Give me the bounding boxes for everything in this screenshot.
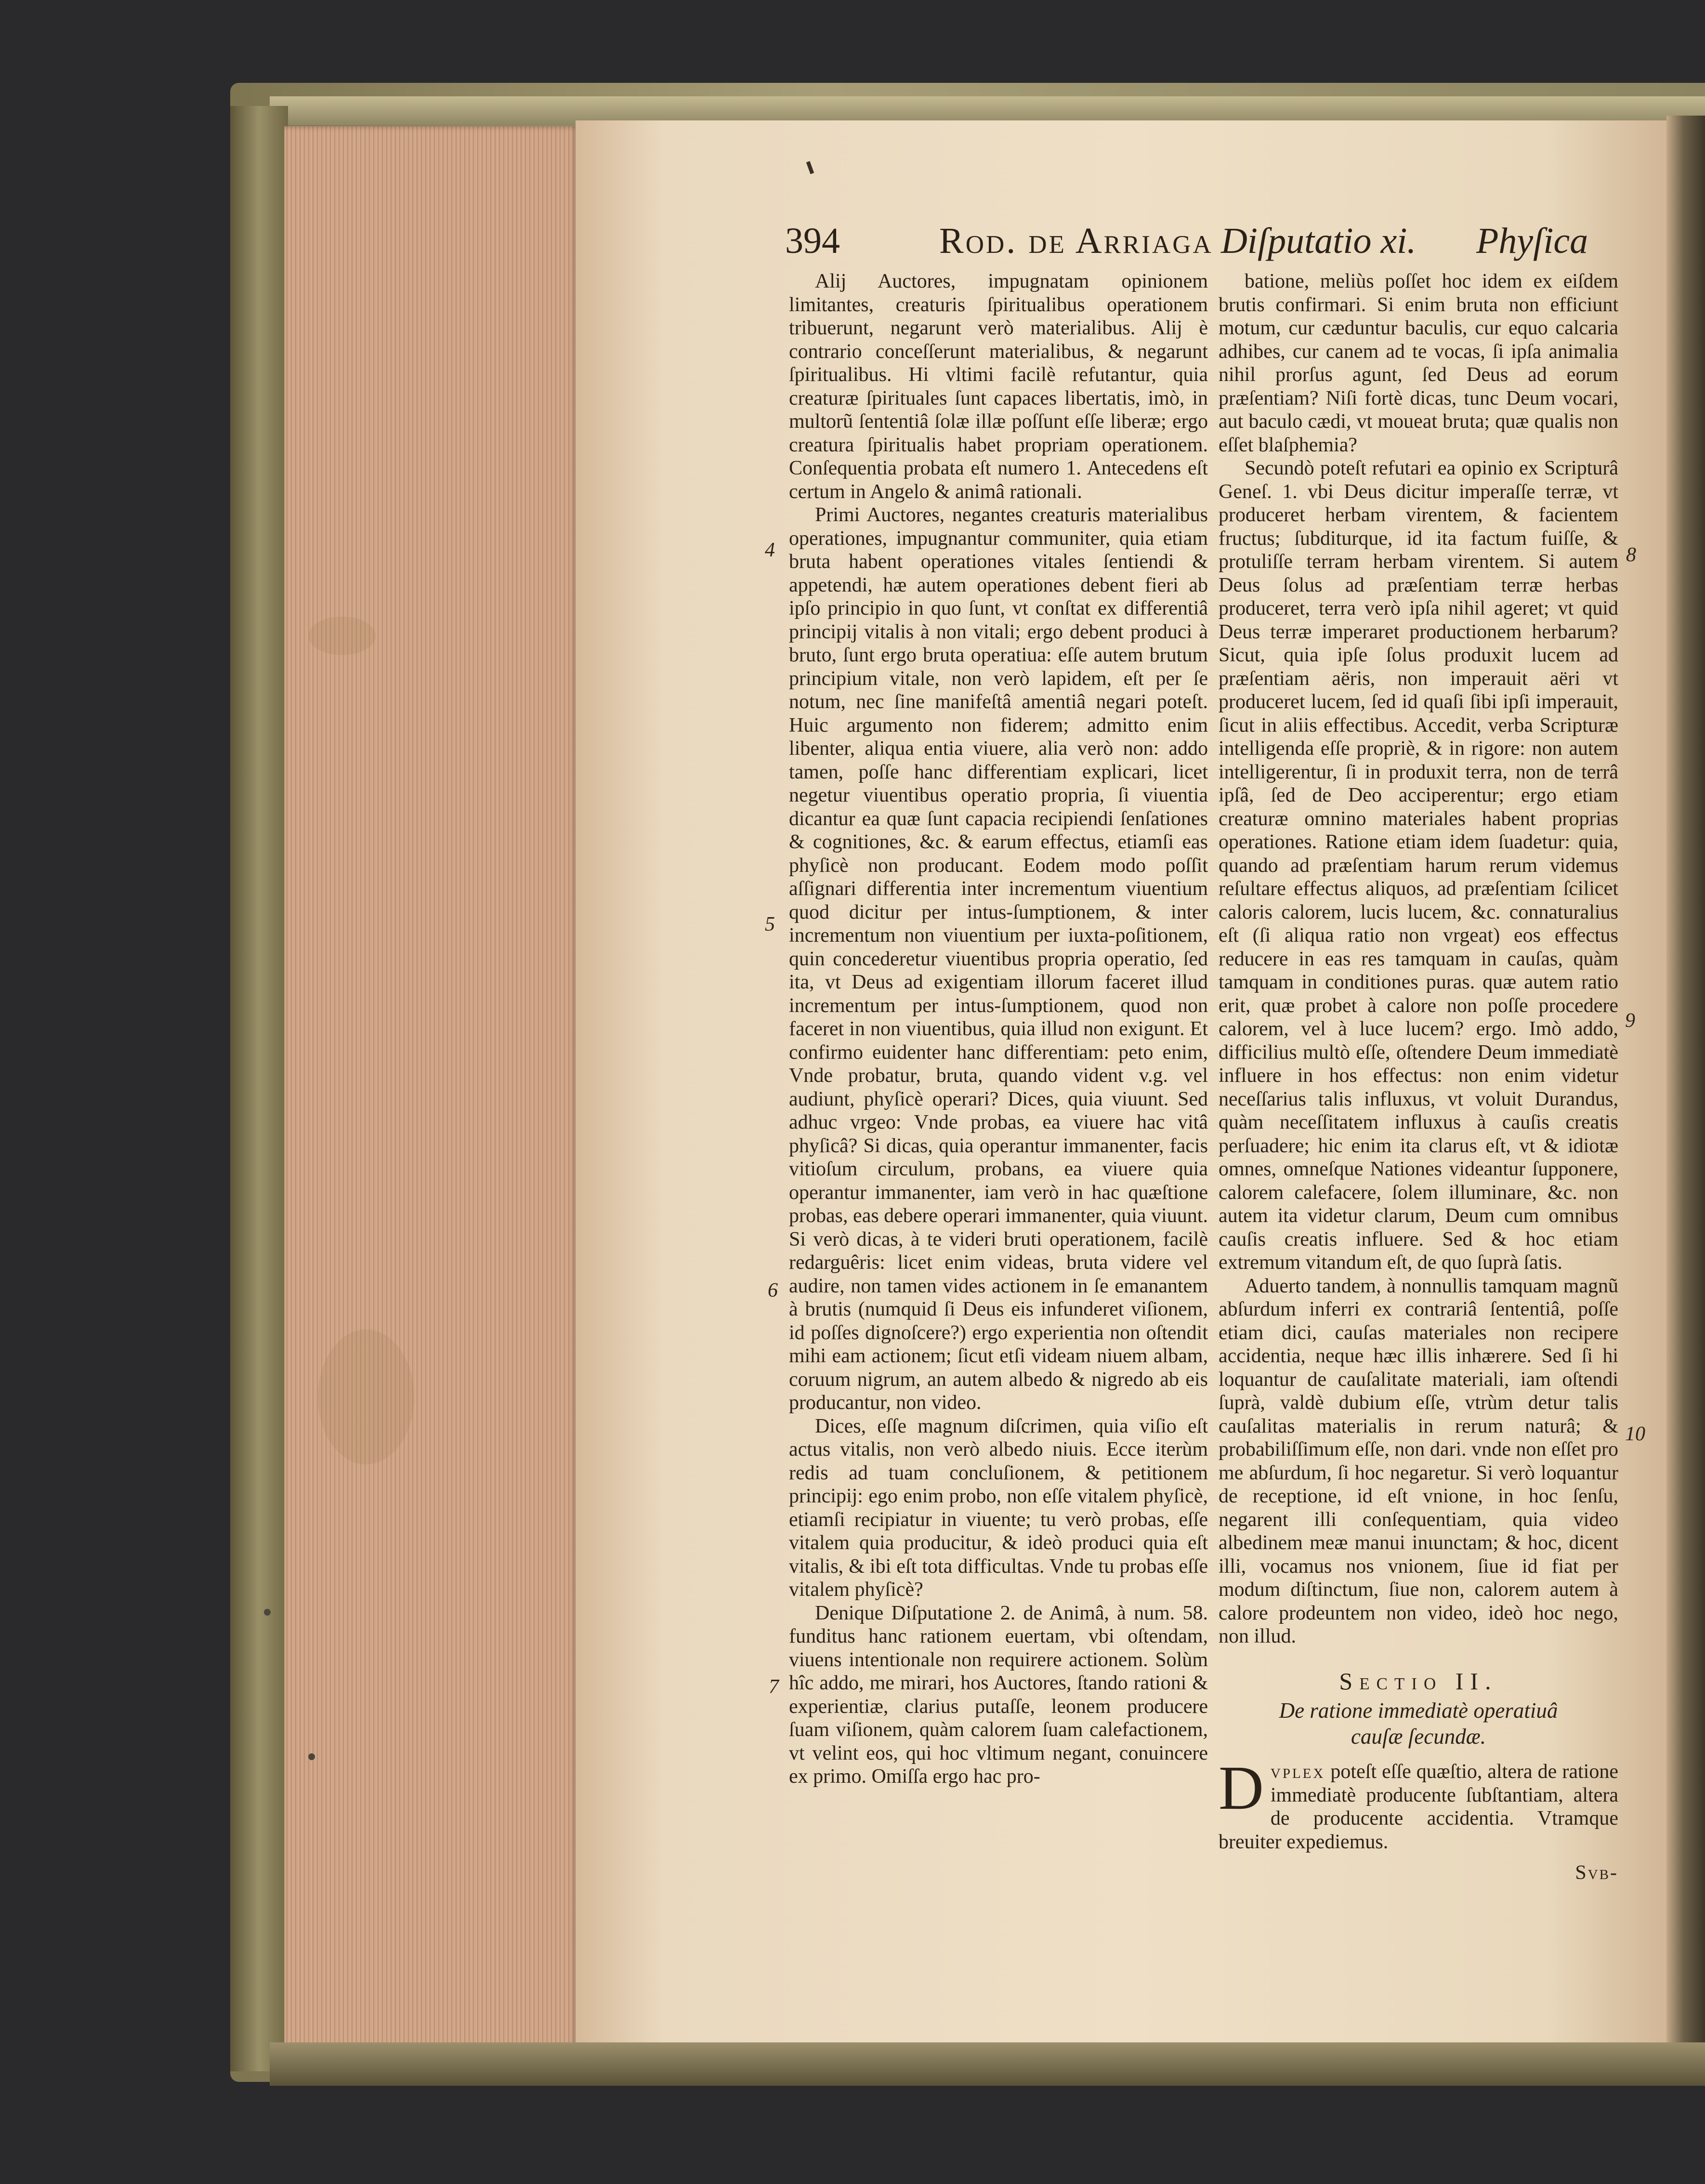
binding-nail xyxy=(308,1753,315,1760)
margin-number: 6 xyxy=(768,1279,778,1302)
drop-cap-continuation: vplex xyxy=(1270,1761,1325,1783)
paragraph: Aduerto tandem, à nonnullis tamquam magnũ abſurdum inferri ex contrariâ ſententiâ, poſſe etiam dici, cauſas materiales non recipere accidentia, neque hæc illis inhærere. Sed ſi hi loquantur de cauſalitate materiali, iam oſtendi ſuprà, valdè dubium eſſe, vtrùm detur talis cauſalitas materialis in rerum naturâ; & probabiliſſimum eſſe, non dari. vnde non eſſet pro me abſurdum, ſi hoc negaretur. Si verò loquantur de receptione, id eſt vnione, in hoc ſenſu, negarent illi conſequentiam, quia video albedinem meæ manui inιunctam; & hoc, dicent illi, vocamus nos vnionem, ſiue id fiat per modum diſtinctum, ſiue non, calorem autem à calore prodeuntem non video, ideò hoc nego, non illud. xyxy=(1219,1275,1618,1647)
page-number: 394 xyxy=(785,221,840,261)
header-author: Rod. de Arriaga xyxy=(939,221,1213,261)
paragraph: Primi Auctores, negantes creaturis materialibus operationes, impugnantur communiter, quia etiam bruta habent operationes vitales ſentiendi & appetendi, hæ autem operationes debent fieri ab ipſo principio in quo ſunt, vt conſtat ex differentiâ principij vitalis à non vitali; ergo debent produci à bruto, ſunt ergo bruta operatiua: eſſe autem brutum principium vitale, non verò lapidem, eſt per ſe notum, nec ſine manifeſtâ amentiâ negari poteſt. Huic argumento non fiderem; admitto enim libenter, aliqua entia viuere, alia verò non: addo tamen, poſſe hanc differentiam explicari, licet negetur viuentibus operatio propria, ſi viuentia dicantur ea quæ ſunt capacia recipiendi ſenſationes & cognitiones, &c. & earum effectus, etiamſi eas phyſicè non producant. Eodem modo poſſit aſſignari differentia inter incrementum viuentium quod dicitur per intus-ſumptionem, & inter incrementum non viuentium per iuxta-poſitionem, quin concederetur viuentibus propria operatio, ſed ita, vt Deus ad exigentiam illorum faceret illud incrementum per intus-ſumptionem, quod non faceret in non viuentibus, quia illud non exigunt. Et confirmo euidenter hanc differentiam: peto enim, Vnde probatur, bruta, quando vident v.g. vel audiunt, phyſicè operari? Dices, quia viuunt. Sed adhuc vrgeo: Vnde probas, ea viuere hac vitâ phyſicâ? Si dicas, quia operantur immanenter, facis vitioſum circulum, probans, ea viuere quia operantur immanenter, iam verò in hac quæſtione probas, eas debere operari immanenter, quia viuunt. Si verò dicas, à te videri bruti operationem, facilè redarguêris: licet enim videas, bruta videre vel audire, non tamen vides actionem in ſe emanantem à brutis (numquid ſi Deus eis infunderet viſionem, id poſſes dignoſcere?) ergo experientia non oſtendit mihi eam actionem; ſicut etſi videam niuem albam, coruum nigrum, an autem albedo & nigredo ab eis producantur, non video. xyxy=(789,504,1208,1414)
paragraph: batione, meliùs poſſet hoc idem ex eiſdem brutis confirmari. Si enim bruta non efficiunt motum, cur cæduntur baculis, cur equo calcaria adhibes, cur canem ad te vocas, ſi ipſa animalia nihil prorſus agunt, ſed Deus ad eorum præſentiam? Niſi fortè dicas, tunc Deum vocari, aut baculo cædi, vt moueat bruta; quæ qualis non eſſet blaſphemia? xyxy=(1219,270,1618,456)
book-bottom-edge xyxy=(270,2042,1705,2086)
paragraph: Dices, eſſe magnum diſcrimen, quia viſio eſt actus vitalis, non verò albedo niuis. Ecce iterùm redis ad tuam concluſionem, & petitionem principij: ego enim probo, non eſſe vitalem phyſicè, etiamſi recipiatur in viuente; tu verò probas, eſſe vitalem quia producitur, & ideò produci quia eſt vitalis, & ibi eſt tota difficultas. Vnde tu probas eſſe vitalem phyſicè? xyxy=(789,1415,1208,1601)
margin-number: 10 xyxy=(1625,1423,1645,1445)
margin-number: 7 xyxy=(769,1676,779,1698)
running-header xyxy=(785,212,1642,270)
header-disputatio: Diſputatio xi. xyxy=(1221,221,1416,261)
binding-nail xyxy=(264,1609,271,1616)
page-block-edge xyxy=(284,126,578,2053)
left-column xyxy=(789,270,1208,1789)
section-heading: Sectio II. xyxy=(1339,1667,1498,1695)
section-subtitle xyxy=(1219,1697,1618,1750)
margin-number: 5 xyxy=(765,913,775,935)
margin-number: 9 xyxy=(1625,1010,1635,1032)
margin-number: 4 xyxy=(765,539,775,561)
page-stain xyxy=(318,1329,414,1464)
page-stain xyxy=(308,617,376,655)
section-text: poteſt eſſe quæſtio, altera de ratione immediatè producente ſubſtantiam, altera de producente accidentia. Vtramque breuiter expediemus. xyxy=(1219,1761,1618,1853)
margin-number: 8 xyxy=(1626,544,1636,566)
paragraph: Secundò poteſt refutari ea opinio ex Scripturâ Geneſ. 1. vbi Deus dicitur imperaſſe terræ, vt produceret herbam virentem, & facientem fructus; ſubditurque, id ita factum fuiſſe, & protuliſſe terram herbam virentem. Si autem Deus ſolus ad præſentiam terræ herbas produceret, terra verò ipſa nihil ageret; vt quid Deus terræ imperaret productionem herbarum? Sicut, quia ipſe ſolus produxit lucem ad præſentiam aëris, non imperauit aëri vt produceret lucem, ſed id quaſi ſibi ipſi imperauit, ſicut in aliis effectibus. Accedit, verba Scripturæ intelligenda eſſe propriè, & in rigore: non autem intelligerentur, ſi in produxit terra, non de terrâ ipſâ, ſed de Deo acciperentur; ergo etiam creaturæ omnino materiales habent proprias operationes. Ratione etiam idem ſuadetur: quia, quando ad præſentiam harum rerum videmus reſultare effectus aliquos, ad præſentiam ſcilicet caloris calorem, lucis lucem, &c. connaturalius eſt (ſi aliqua ratio non vrgeat) eos effectus reducere in eas res tamquam in cauſas, quàm tamquam in conditiones puras. quæ autem ratio erit, quæ probet à calore non poſſe procedere calorem, vel à luce lucem? ergo. Imò addo, difficilius multò eſſe, oſtendere Deum immediatè influere in hos effectus: non enim videtur neceſſarius talis influxus, vt voluit Durandus, quàm neceſſitatem influxus à cauſis creatis perſuadere; hic enim ita clarus eſt, vt & idiotæ omnes, omneſque Nationes videantur ſupponere, calorem calefacere, ſolem illuminare, &c. non autem ita videtur clarum, Deum cum omnibus cauſis creatis influere. Sed & hoc etiam extremum vitandum eſt, de quo ſuprà ſatis. xyxy=(1219,457,1618,1274)
book-spine xyxy=(230,106,288,2071)
catchword: Svb- xyxy=(1575,1862,1618,1884)
paragraph: Denique Diſputatione 2. de Animâ, à num. 58. funditus hanc rationem euertam, vbi oſtendam, viuens intentionale non requirere actionem. Solùm hîc addo, me mirari, hos Auctores, ſtando rationi & experientiæ, clarius putaſſe, leonem producere ſuam viſionem, quàm calorem ſuam calefactionem, vt velint eos, qui hoc vltimum negant, conuincere ex primo. Omiſſa ergo hac pro- xyxy=(789,1602,1208,1788)
section-paragraph xyxy=(1219,1753,1618,1854)
right-column xyxy=(1219,270,1618,1885)
section-subtitle-line: cauſæ ſecundæ. xyxy=(1351,1724,1486,1749)
book-gutter xyxy=(1666,116,1705,2062)
paragraph: Alij Auctores, impugnatam opinionem limitantes, creaturis ſpiritualibus operationem tribuerunt, negarunt verò materialibus. Alij è contrario conceſſerunt materialibus, & negarunt ſpiritualibus. Hi vltimi facilè refutantur, quia creaturæ ſpirituales ſunt capaces libertatis, imò, in multorũ ſententiâ ſolæ illæ poſſunt eſſe liberæ; ergo creatura ſpiritualis habet propriam operationem. Conſequentia probata eſt numero 1. Antecedens eſt certum in Angelo & animâ rationali. xyxy=(789,270,1208,503)
header-subject: Phyſica xyxy=(1476,221,1588,261)
drop-cap: D xyxy=(1219,1753,1264,1823)
section-subtitle-line: De ratione immediatè operatiuâ xyxy=(1279,1698,1558,1723)
